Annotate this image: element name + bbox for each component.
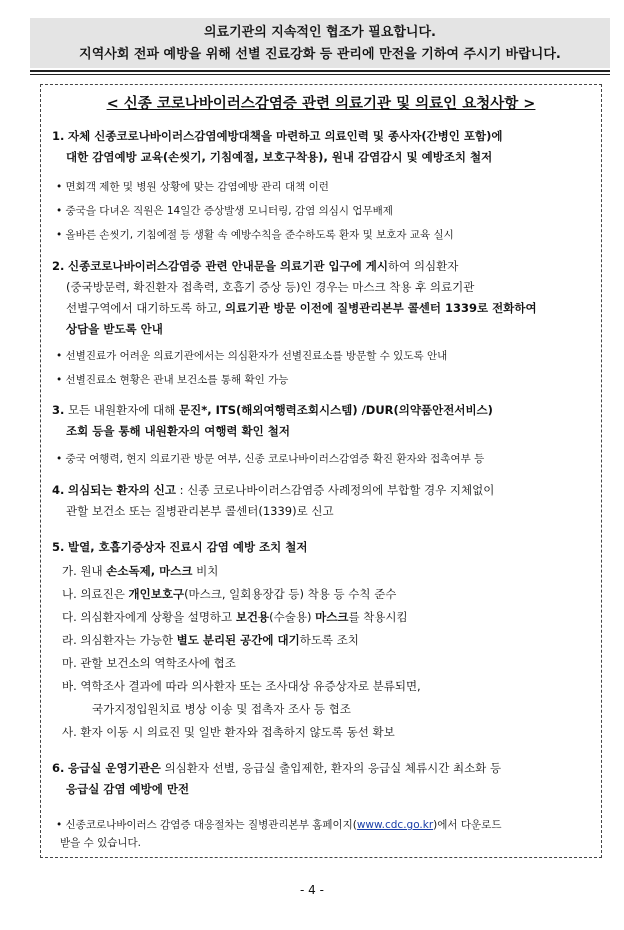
notice-header xyxy=(30,18,610,68)
item-1-line-a: 자체 신종코로나바이러스감염예방대책을 마련하고 의료인력 및 종사자(간병인 포함)에 xyxy=(68,129,503,143)
download-note: • 신종코로나바이러스 감염증 대응절차는 질병관리본부 홈페이지(www.cdc.go.kr)에서 다운로드 받을 수 있습니다. xyxy=(56,819,502,849)
divider-top xyxy=(30,70,610,72)
cdc-link[interactable]: www.cdc.go.kr xyxy=(356,819,434,831)
item-5-sub: 가. 원내 손소독제, 마스크 비치 xyxy=(62,564,219,578)
item-1-bullet: • 중국을 다녀온 직원은 14일간 증상발생 모니터링, 감염 의심시 업무배제 xyxy=(56,205,393,217)
item-2-bullet: • 선별진료가 어려운 의료기관에서는 의심환자가 선별진료소를 방문할 수 있도록 안내 xyxy=(56,350,448,362)
box-title: < 신종 코로나바이러스감염증 관련 의료기관 및 의료인 요청사항 > xyxy=(106,96,536,112)
item-5-sub: 바. 역학조사 결과에 따라 의사환자 또는 조사대상 유증상자로 분류되면, xyxy=(62,679,421,693)
item-3-bullet: • 중국 여행력, 현지 의료기관 방문 여부, 신종 코로나바이러스감염증 확진 환자와 접촉여부 등 xyxy=(56,453,485,465)
item-5-sub: 나. 의료진은 개인보호구(마스크, 일회용장갑 등) 착용 등 수칙 준수 xyxy=(62,587,397,601)
item-4: 4. 의심되는 환자의 신고 : 신종 코로나바이러스감염증 사례정의에 부합할 경우 지체없이 관할 보건소 또는 질병관리본부 콜센터(1339)로 신고 xyxy=(52,483,495,518)
item-5-sub: 사. 환자 이동 시 의료진 및 일반 환자와 접촉하지 않도록 동선 확보 xyxy=(62,725,395,739)
item-5: 5. 발열, 호흡기증상자 진료시 감염 예방 조치 철저 xyxy=(52,540,308,554)
item-1-line-b: 대한 감염예방 교육(손씻기, 기침예절, 보호구착용), 원내 감염감시 및 예방조치 철저 xyxy=(66,150,493,164)
item-1-bullet: • 면회객 제한 및 병원 상황에 맞는 감염예방 관리 대책 이런 xyxy=(56,181,329,193)
header-line-1: 의료기관의 지속적인 협조가 필요합니다. xyxy=(203,25,436,40)
item-5-sub: 라. 의심환자는 가능한 별도 분리된 공간에 대기하도록 조치 xyxy=(62,633,359,647)
item-5-sub: 다. 의심환자에게 상황을 설명하고 보건용(수술용) 마스크를 착용시킴 xyxy=(62,610,408,624)
item-5-sub: 마. 관할 보건소의 역학조사에 협조 xyxy=(62,656,236,670)
item-6: 6. 응급실 운영기관은 의심환자 선별, 응급실 출입제한, 환자의 응급실 체류시간 최소화 등 응급실 감염 예방에 만전 xyxy=(52,761,502,796)
item-1-bullet: • 올바른 손씻기, 기침예절 등 생활 속 예방수칙을 준수하도록 환자 및 보호자 교육 실시 xyxy=(56,229,454,241)
item-3: 3. 모든 내원환자에 대해 문진*, ITS(해외여행력조회시스템) /DUR(의약품안전서비스) 조회 등을 통해 내원환자의 여행력 확인 철저 xyxy=(52,403,493,438)
item-5-sub-cont: 국가지정입원치료 병상 이송 및 접촉자 조사 등 협조 xyxy=(92,702,351,716)
header-line-2: 지역사회 전파 예방을 위해 선별 진료강화 등 관리에 만전을 기하여 주시기 바랍니다. xyxy=(79,47,561,62)
item-1: 1. 자체 신종코로나바이러스감염예방대책을 마련하고 의료인력 및 종사자(간병인 포함)에 대한 감염예방 교육(손씻기, 기침예절, 보호구착용), 원내 감염감시 및 예방조치 철저 xyxy=(52,126,607,168)
item-2-bullet: • 선별진료소 현황은 관내 보건소를 통해 확인 가능 xyxy=(56,374,289,386)
item-2: 2. 신종코로나바이러스감염증 관련 안내문을 의료기관 입구에 게시하여 의심환자 (중국방문력, 확진환자 접촉력, 호흡기 증상 등)인 경우는 마스크 착용 후 의료기관 선별구역에서 대기하도록 하고, 의료기관 방문 이전에 질병관리본부 콜센터 1339로 전화하여 상담을 받도록 안내 xyxy=(52,259,537,336)
page-number: - 4 - xyxy=(300,883,324,897)
divider-thin xyxy=(30,74,610,75)
